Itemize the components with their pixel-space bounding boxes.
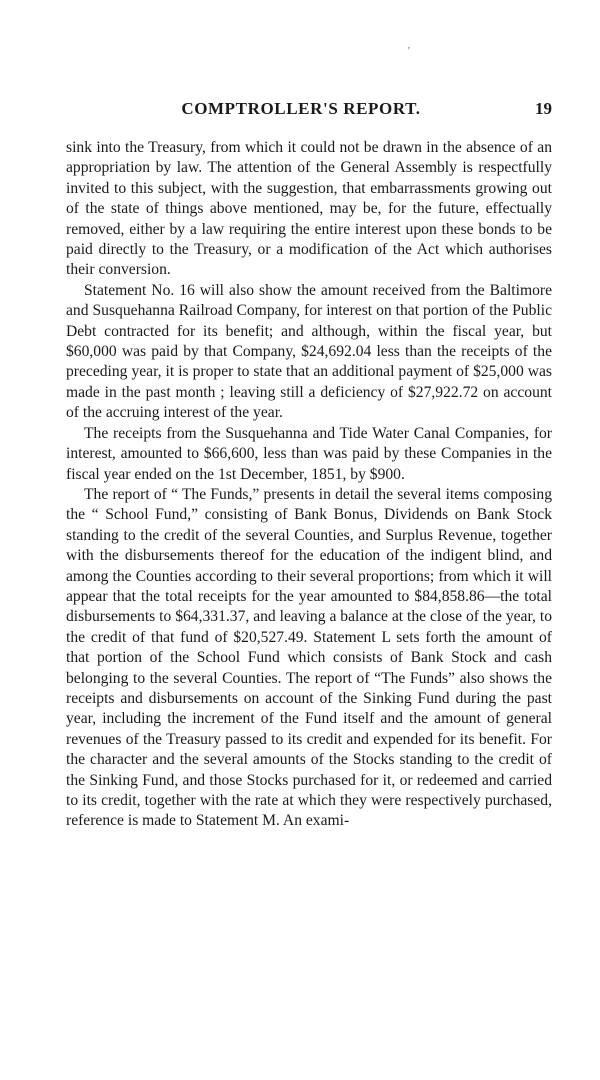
body-text bbox=[66, 138, 552, 832]
paragraph: Statement No. 16 will also show the amount received from the Baltimore and Susquehanna Railroad Company, for interest on that portion of the Public Debt contracted for its benefit; and although, within the fiscal year, but $60,000 was paid by that Company, $24,692.04 less than the receipts of the preceding year, it is proper to state that an additional payment of $25,000 was made in the past month ; leaving still a deficiency of $27,922.72 on account of the accruing interest of the year. bbox=[66, 281, 552, 422]
page-number: 19 bbox=[535, 99, 552, 118]
page-header bbox=[60, 99, 552, 123]
paragraph: The receipts from the Susquehanna and Tide Water Canal Companies, for interest, amounted to $66,600, less than was paid by these Companies in the fiscal year ended on the 1st December, 1851, by $900. bbox=[66, 424, 552, 483]
running-head: COMPTROLLER'S REPORT. bbox=[181, 99, 421, 118]
page-speck: ' bbox=[408, 46, 410, 57]
paragraph-continuation: sink into the Treasury, from which it could not be drawn in the absence of an appropriation by law. The attention of the General Assembly is respectfully invited to this subject, with the suggestion, that embarrassments growing out of the state of things above mentioned, may be, for the future, effectually removed, either by a law requiring the entire interest upon these bonds to be paid directly to the Treasury, or a modification of the Act which authorises their conversion. bbox=[66, 139, 552, 279]
paragraph: The report of “ The Funds,” presents in detail the several items composing the “ School Fund,” consisting of Bank Bonus, Dividends on Bank Stock standing to the credit of the several Counties, and Surplus Revenue, together with the disbursements thereof for the education of the indigent blind, and among the Counties according to their several proportions; from which it will appear that the total receipts for the year amounted to $84,858.86—the total disbursements to $64,331.37, and leaving a balance at the close of the year, to the credit of that fund of $20,527.49. Statement L sets forth the amount of that portion of the School Fund which consists of Bank Stock and cash belonging to the several Counties. The report of “The Funds” also shows the receipts and disbursements on account of the Sinking Fund during the past year, including the increment of the Fund itself and the amount of general revenues of the Treasury passed to its credit and expended for its benefit. For the character and the several amounts of the Stocks standing to the credit of the Sinking Fund, and those Stocks purchased for it, or redeemed and carried to its credit, together with the rate at which they were respectively purchased, reference is made to Statement M. An exami- bbox=[66, 485, 552, 830]
